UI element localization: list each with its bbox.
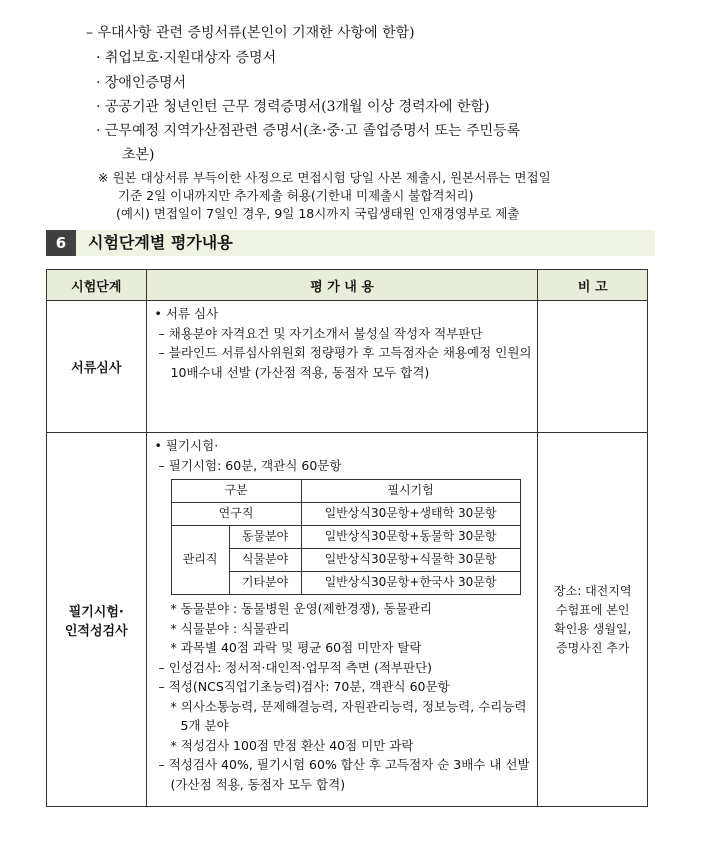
doc-line: · 공공기관 청년인턴 근무 경력증명서(3개월 이상 경력자에 한함) (96, 99, 490, 115)
section-header (46, 230, 655, 256)
inner-sub-value: 일반상식30문항+동물학 30문항 (301, 526, 520, 549)
inner-sub-value: 일반상식30문항+한국사 30문항 (301, 572, 520, 595)
doc-line: 초본) (122, 147, 155, 163)
doc-line: – 우대사항 관련 증빙서류(본인이 기재한 사항에 한함) (86, 25, 415, 41)
inner-sub-label: 식물분야 (229, 549, 301, 572)
inner-header-category: 구분 (171, 480, 301, 503)
content-line: * 적성검사 100점 만점 환산 40점 미만 과락 (170, 737, 414, 753)
remark-cell (538, 433, 648, 807)
table-row (47, 301, 648, 433)
content-line: • 서류 심사 (154, 306, 219, 321)
content-line: * 의사소통능력, 문제해결능력, 자원관리능력, 정보능력, 수리능력 5개 분야 (170, 698, 527, 733)
inner-sub-value: 일반상식30문항+식물학 30문항 (301, 549, 520, 572)
stage-cell (47, 433, 147, 807)
stage-label-1: 필기시험· (68, 604, 124, 620)
content-line: – 블라인드 서류심사위원회 정량평가 후 고득점자순 채용예정 인원의 10배수내 선발 (가산점 적용, 동점자 모두 합격) (158, 345, 532, 380)
doc-line: · 장애인증명서 (96, 75, 187, 91)
header-stage: 시험단계 (47, 270, 147, 301)
remark-line: 장소: 대전지역 (554, 583, 632, 598)
remark-cell (538, 301, 648, 433)
inner-admin-label: 관리직 (171, 526, 229, 595)
remark-line: 확인용 생월일, (554, 621, 632, 636)
content-cell (146, 433, 538, 807)
table-row (47, 433, 648, 807)
content-line: – 필기시험: 60분, 객관식 60문항 (158, 457, 342, 473)
content-line: * 식물분야 : 식물관리 (170, 620, 290, 636)
content-line: • 필기시험· (154, 438, 219, 453)
stage-cell: 서류심사 (47, 301, 147, 433)
content-line: – 채용분야 자격요건 및 자기소개서 불성실 작성자 적부판단 (158, 325, 483, 341)
inner-sub-label: 기타분야 (229, 572, 301, 595)
content-line: * 동물분야 : 동물병원 운영(제한경쟁), 동물관리 (170, 601, 432, 616)
header-content: 평 가 내 용 (146, 270, 538, 301)
section-number: 6 (46, 230, 76, 256)
note-line: ※ 원본 대상서류 부득이한 사정으로 면접시험 당일 사본 제출시, 원본서류는 면접일 (98, 170, 551, 185)
inner-research-value: 일반상식30문항+생태학 30문항 (301, 503, 520, 526)
content-line: – 적성(NCS직업기초능력)검사: 70분, 객관식 60문항 (158, 679, 450, 694)
inner-research-label: 연구직 (171, 503, 301, 526)
inner-sub-label: 동물분야 (229, 526, 301, 549)
written-exam-table (171, 479, 521, 595)
note-line: (예시) 면접일이 7일인 경우, 9일 18시까지 국립생태원 인재경영부로 제출 (116, 206, 520, 221)
note-line: 기준 2일 이내까지만 추가제출 허용(기한내 미제출시 불합격처리) (118, 188, 474, 203)
doc-line: · 취업보호·지원대상자 증명서 (96, 50, 277, 66)
section-title: 시험단계별 평가내용 (88, 233, 233, 252)
table-header-row (47, 270, 648, 301)
content-line: – 적성검사 40%, 필기시험 60% 합산 후 고득점자 순 3배수 내 선발 (가산점 적용, 동점자 모두 합격) (158, 757, 530, 792)
content-cell (146, 301, 538, 433)
remark-line: 증명사진 추가 (556, 640, 630, 655)
remark-line: 수험표에 본인 (556, 602, 630, 617)
evaluation-table (46, 269, 648, 807)
stage-label-2: 인적성검사 (64, 623, 128, 639)
header-remark: 비 고 (538, 270, 648, 301)
content-line: * 과목별 40점 과락 및 평균 60점 미만자 탈락 (170, 640, 422, 655)
inner-header-exam: 필시기험 (301, 480, 520, 503)
content-line: – 인성검사: 정서적·대인적·업무적 측면 (적부판단) (158, 659, 433, 675)
doc-line: · 근무예정 지역가산점관련 증명서(초·중·고 졸업증명서 또는 주민등록 (96, 123, 521, 139)
